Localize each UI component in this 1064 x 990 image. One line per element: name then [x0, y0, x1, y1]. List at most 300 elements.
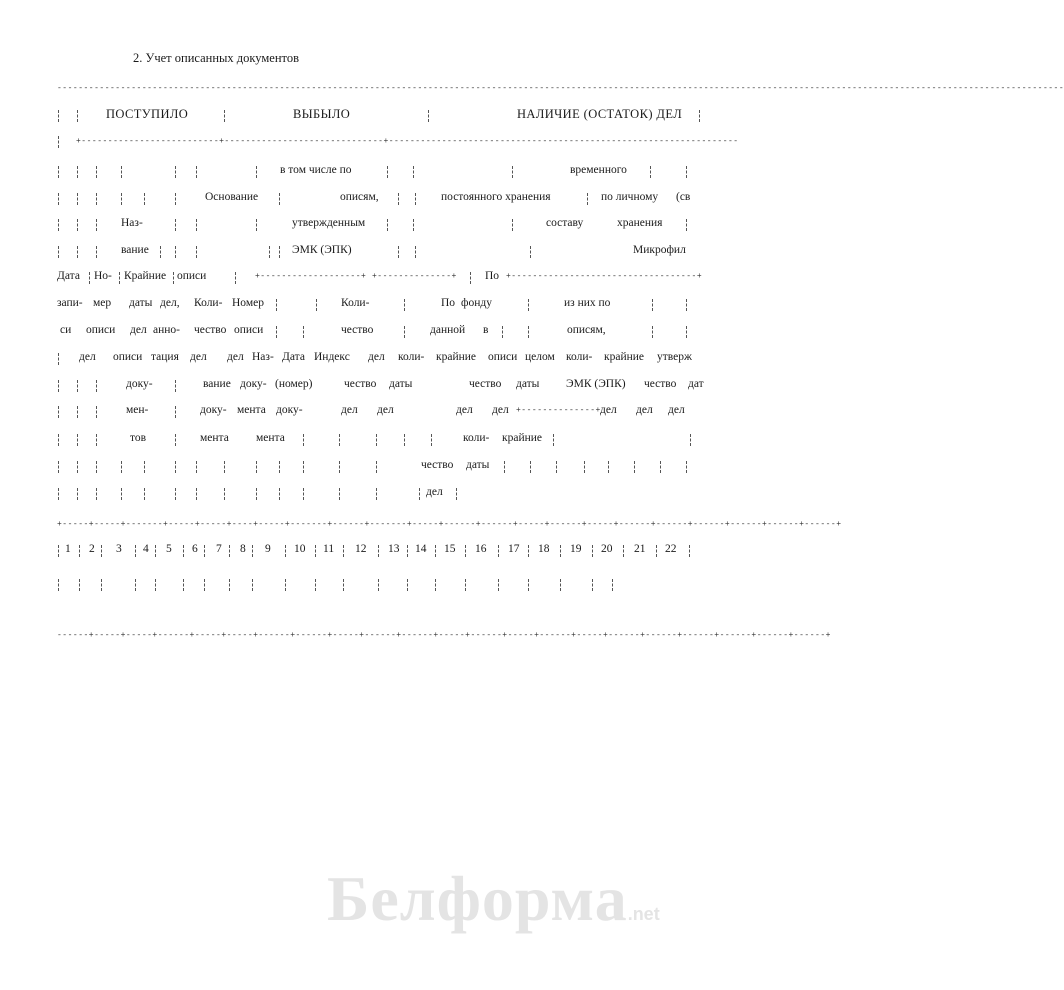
column-number: 4: [143, 543, 149, 555]
cell-divider: [183, 579, 188, 591]
hdr-r12-b: даты: [466, 459, 490, 471]
hdr-r12-a: чество: [421, 459, 454, 471]
hdr-r6-f: Номер: [232, 297, 264, 309]
hdr-r8-p: утверж: [657, 351, 692, 363]
column-number: 7: [216, 543, 222, 555]
column-number: 22: [665, 543, 677, 555]
cell-divider: [592, 545, 597, 557]
hdr-r2-c: постоянного хранения: [441, 191, 551, 203]
cell-divider: [528, 579, 533, 591]
empty-data-row: [0, 576, 700, 596]
header-row-3: [0, 216, 700, 236]
cell-divider: [652, 299, 657, 311]
watermark-text: Белформа: [327, 863, 628, 934]
hdr-r8-o: крайние: [604, 351, 645, 363]
header-received: ПОСТУПИЛО: [106, 107, 189, 121]
hdr-r8-g: Дата: [282, 351, 305, 363]
hdr-r5-rule-c: +-----------------------------------+: [506, 272, 703, 281]
cell-divider: [175, 219, 180, 231]
cell-divider: [256, 166, 261, 178]
cell-divider: [560, 545, 565, 557]
cell-divider: [252, 579, 257, 591]
cell-divider: [431, 434, 436, 446]
cell-divider: [196, 461, 201, 473]
cell-divider: [686, 219, 691, 231]
hdr-r8-a: дел: [79, 351, 96, 363]
column-number: 12: [355, 543, 367, 555]
cell-divider: [175, 246, 180, 258]
cell-divider: [58, 219, 63, 231]
hdr-r8-m: целом: [525, 351, 555, 363]
cell-divider: [276, 326, 281, 338]
hdr-r9-k: дат: [688, 378, 704, 390]
hdr-r6-d: дел,: [160, 297, 180, 309]
cell-divider: [686, 299, 691, 311]
column-number: 8: [240, 543, 246, 555]
cell-divider: [612, 579, 617, 591]
cell-divider: [96, 406, 101, 418]
hdr-r5-a: Дата: [57, 270, 80, 282]
hdr-r8-i: дел: [368, 351, 385, 363]
cell-divider: [224, 110, 229, 122]
cell-divider: [528, 299, 533, 311]
cell-divider: [303, 488, 308, 500]
header-row-7: [0, 323, 700, 343]
cell-divider: [96, 193, 101, 205]
cell-divider: [77, 193, 82, 205]
hdr-r2-e: (св: [676, 191, 691, 203]
cell-divider: [79, 579, 84, 591]
header-balance: НАЛИЧИЕ (ОСТАТОК) ДЕЛ: [517, 107, 683, 121]
hdr-r9-g: чество: [469, 378, 502, 390]
cell-divider: [79, 545, 84, 557]
hdr-r8-c: тация: [151, 351, 179, 363]
hdr-r7-a: си: [60, 324, 72, 336]
hdr-r6-c: даты: [129, 297, 153, 309]
hdr-r10-d: доку-: [276, 404, 303, 416]
column-number: 19: [570, 543, 582, 555]
hdr-r3-c: составу: [546, 217, 584, 229]
hdr-r6-i: фонду: [461, 297, 492, 309]
cell-divider: [96, 246, 101, 258]
hdr-r7-b: описи: [86, 324, 116, 336]
cell-divider: [592, 579, 597, 591]
cell-divider: [144, 193, 149, 205]
header-row-2: [0, 190, 700, 210]
cell-divider: [58, 136, 63, 148]
cell-divider: [504, 461, 509, 473]
header-row-11: [0, 431, 700, 451]
cell-divider: [303, 461, 308, 473]
cell-divider: [656, 545, 661, 557]
column-number: 2: [89, 543, 95, 555]
cell-divider: [285, 579, 290, 591]
cell-divider: [528, 326, 533, 338]
cell-divider: [121, 488, 126, 500]
cell-divider: [96, 488, 101, 500]
column-number: 11: [323, 543, 335, 555]
cell-divider: [689, 545, 694, 557]
cell-divider: [587, 193, 592, 205]
cell-divider: [58, 406, 63, 418]
header-row-12: [0, 458, 700, 478]
hdr-r8-k: крайние: [436, 351, 477, 363]
cell-divider: [435, 579, 440, 591]
column-number: 18: [538, 543, 550, 555]
cell-divider: [204, 579, 209, 591]
hdr-r6-b: мер: [93, 297, 112, 309]
cell-divider: [279, 246, 284, 258]
cell-divider: [175, 461, 180, 473]
cell-divider: [279, 461, 284, 473]
hdr-r1-b: временного: [570, 164, 627, 176]
cell-divider: [96, 461, 101, 473]
header-row-1: [0, 163, 700, 183]
column-number: 17: [508, 543, 520, 555]
cell-divider: [498, 545, 503, 557]
hdr-r10-a: мен-: [126, 404, 149, 416]
cell-divider: [183, 545, 188, 557]
cell-divider: [269, 246, 274, 258]
cell-divider: [58, 545, 63, 557]
cell-divider: [339, 434, 344, 446]
cell-divider: [699, 110, 704, 122]
cell-divider: [121, 166, 126, 178]
hdr-r6-h: По: [441, 297, 456, 309]
cell-divider: [96, 166, 101, 178]
cell-divider: [404, 326, 409, 338]
cell-divider: [229, 545, 234, 557]
cell-divider: [623, 545, 628, 557]
cell-divider: [553, 434, 558, 446]
cell-divider: [398, 246, 403, 258]
cell-divider: [155, 579, 160, 591]
cell-divider: [387, 219, 392, 231]
cell-divider: [407, 579, 412, 591]
hdr-r7-c: дел: [130, 324, 147, 336]
hdr-r11-b: мента: [200, 432, 229, 444]
hdr-r10-c: мента: [237, 404, 266, 416]
cell-divider: [343, 545, 348, 557]
cell-divider: [376, 488, 381, 500]
header-row-6: [0, 296, 700, 316]
cell-divider: [196, 488, 201, 500]
hdr-r7-j: описям,: [567, 324, 606, 336]
cell-divider: [512, 219, 517, 231]
hdr-r11-d: коли-: [463, 432, 490, 444]
cell-divider: [686, 461, 691, 473]
cell-divider: [58, 246, 63, 258]
column-number: 21: [634, 543, 646, 555]
cell-divider: [652, 326, 657, 338]
cell-divider: [58, 579, 63, 591]
cell-divider: [196, 246, 201, 258]
hdr-r9-j: чество: [644, 378, 677, 390]
cell-divider: [96, 380, 101, 392]
cell-divider: [415, 246, 420, 258]
header-row-5: [0, 269, 703, 289]
sub-rule: +--------------------------+------------------------------+------------------------------------------------------------------: [76, 137, 739, 146]
cell-divider: [77, 246, 82, 258]
hdr-r7-i: в: [483, 324, 489, 336]
hdr-r11-c: мента: [256, 432, 285, 444]
hdr-r10-g: дел: [456, 404, 473, 416]
column-number: 20: [601, 543, 613, 555]
cell-divider: [175, 488, 180, 500]
cell-divider: [398, 193, 403, 205]
hdr-r7-f: описи: [234, 324, 264, 336]
hdr-r2-b: описям,: [340, 191, 379, 203]
cell-divider: [686, 326, 691, 338]
cell-divider: [77, 461, 82, 473]
cell-divider: [144, 461, 149, 473]
cell-divider: [101, 545, 106, 557]
bottom-rule: ------+-----+-----+------+-----+-----+------+------+-----+------+------+-----+------+-----+------+-----+------+------+------+------+------+------+: [57, 631, 831, 640]
sub-rule-row: [0, 133, 739, 153]
header-disposed: ВЫБЫЛО: [293, 107, 351, 121]
cell-divider: [175, 406, 180, 418]
cell-divider: [101, 579, 106, 591]
hdr-r5-b: Но-: [94, 270, 112, 282]
column-number: 5: [166, 543, 172, 555]
cell-divider: [135, 579, 140, 591]
hdr-r7-g: чество: [341, 324, 374, 336]
hdr-r8-e: дел: [227, 351, 244, 363]
cell-divider: [77, 488, 82, 500]
cell-divider: [58, 110, 63, 122]
cell-divider: [77, 380, 82, 392]
hdr-r9-e: чество: [344, 378, 377, 390]
cell-divider: [690, 434, 695, 446]
cell-divider: [560, 579, 565, 591]
hdr-r7-h: данной: [430, 324, 466, 336]
cell-divider: [58, 488, 63, 500]
cell-divider: [339, 488, 344, 500]
cell-divider: [235, 272, 240, 284]
cell-divider: [376, 434, 381, 446]
hdr-r3-d: хранения: [617, 217, 663, 229]
group-header-row: [0, 107, 700, 127]
cell-divider: [96, 219, 101, 231]
cell-divider: [498, 579, 503, 591]
cell-divider: [96, 434, 101, 446]
cell-divider: [77, 219, 82, 231]
cell-divider: [175, 380, 180, 392]
cell-divider: [376, 461, 381, 473]
cell-divider: [530, 461, 535, 473]
cell-divider: [175, 193, 180, 205]
hdr-r8-f: Наз-: [252, 351, 274, 363]
cell-divider: [435, 545, 440, 557]
cell-divider: [135, 545, 140, 557]
cell-divider: [224, 461, 229, 473]
cell-divider: [121, 193, 126, 205]
cell-divider: [77, 166, 82, 178]
cell-divider: [465, 545, 470, 557]
column-number: 1: [65, 543, 71, 555]
cell-divider: [404, 299, 409, 311]
hdr-r6-e: Коли-: [194, 297, 223, 309]
cell-divider: [175, 434, 180, 446]
cell-divider: [415, 193, 420, 205]
cell-divider: [279, 488, 284, 500]
column-number: 15: [444, 543, 456, 555]
cell-divider: [256, 219, 261, 231]
cell-divider: [528, 545, 533, 557]
cell-divider: [530, 246, 535, 258]
cell-divider: [465, 579, 470, 591]
hdr-r7-d: анно-: [153, 324, 180, 336]
cell-divider: [419, 488, 424, 500]
cell-divider: [413, 166, 418, 178]
cell-divider: [387, 166, 392, 178]
cell-divider: [121, 461, 126, 473]
cell-divider: [77, 434, 82, 446]
hdr-r9-h: даты: [516, 378, 540, 390]
hdr-r7-e: чество: [194, 324, 227, 336]
cell-divider: [58, 353, 63, 365]
hdr-r3-b: утвержденным: [292, 217, 366, 229]
cell-divider: [608, 461, 613, 473]
hdr-r4-b: ЭМК (ЭПК): [292, 244, 352, 256]
hdr-r6-j: из них по: [564, 297, 611, 309]
hdr-r9-i: ЭМК (ЭПК): [566, 378, 626, 390]
hdr-r5-d: описи: [177, 270, 207, 282]
cell-divider: [404, 434, 409, 446]
cell-divider: [303, 326, 308, 338]
cell-divider: [155, 545, 160, 557]
header-row-10: [0, 403, 700, 423]
cell-divider: [224, 488, 229, 500]
hdr-r8-h: Индекс: [314, 351, 350, 363]
hdr-r4-c: Микрофил: [633, 244, 686, 256]
hdr-r10-e: дел: [341, 404, 358, 416]
cell-divider: [77, 406, 82, 418]
cell-divider: [339, 461, 344, 473]
hdr-r6-g: Коли-: [341, 297, 370, 309]
header-row-8: [0, 350, 700, 370]
hdr-r13-a: дел: [426, 486, 443, 498]
hdr-r10-f: дел: [377, 404, 394, 416]
cell-divider: [77, 110, 82, 122]
cell-divider: [378, 579, 383, 591]
cell-divider: [285, 545, 290, 557]
hdr-r2-a: Основание: [205, 191, 259, 203]
cell-divider: [407, 545, 412, 557]
hdr-r10-b: доку-: [200, 404, 227, 416]
cell-divider: [196, 219, 201, 231]
header-row-13: [0, 485, 700, 505]
header-divider-rule: +-----+-----+-------+-----+-----+----+-----+-------+------+-------+-----+------+------+-----+------+-----+------+------+------+------+------+------+: [57, 520, 842, 529]
cell-divider: [58, 461, 63, 473]
hdr-r11-a: тов: [130, 432, 147, 444]
column-number: 6: [192, 543, 198, 555]
header-row-9: [0, 377, 704, 397]
cell-divider: [428, 110, 433, 122]
cell-divider: [502, 326, 507, 338]
hdr-r5-c: Крайние: [124, 270, 167, 282]
cell-divider: [686, 166, 691, 178]
cell-divider: [303, 434, 308, 446]
hdr-r9-d: (номер): [275, 378, 313, 390]
cell-divider: [276, 299, 281, 311]
hdr-r8-b: описи: [113, 351, 143, 363]
cell-divider: [316, 299, 321, 311]
cell-divider: [256, 461, 261, 473]
hdr-r8-d: дел: [190, 351, 207, 363]
cell-divider: [58, 166, 63, 178]
cell-divider: [252, 545, 257, 557]
hdr-r10-j: дел: [600, 404, 617, 416]
hdr-r8-j: коли-: [398, 351, 425, 363]
hdr-r11-e: крайние: [502, 432, 543, 444]
column-number: 3: [116, 543, 122, 555]
top-rule: ----------------------------------------------------------------------------------------------------------------------------------------------------------------------------------------------: [57, 84, 1064, 93]
cell-divider: [470, 272, 475, 284]
hdr-r4-a: вание: [121, 244, 149, 256]
hdr-r8-l: описи: [488, 351, 518, 363]
cell-divider: [315, 545, 320, 557]
hdr-r10-h: дел: [492, 404, 509, 416]
section-heading: 2. Учет описанных документов: [133, 51, 299, 65]
cell-divider: [584, 461, 589, 473]
hdr-r9-f: даты: [389, 378, 413, 390]
hdr-r3-a: Наз-: [121, 217, 143, 229]
watermark-suffix: .net: [627, 904, 660, 924]
hdr-r10-l: дел: [668, 404, 685, 416]
cell-divider: [256, 488, 261, 500]
column-number-row: [0, 542, 700, 562]
cell-divider: [160, 246, 165, 258]
cell-divider: [144, 488, 149, 500]
hdr-r5-rule-b: +--------------+: [372, 272, 457, 281]
column-number: 9: [265, 543, 271, 555]
cell-divider: [58, 380, 63, 392]
cell-divider: [660, 461, 665, 473]
cell-divider: [413, 219, 418, 231]
hdr-r2-d: по личному: [601, 191, 659, 203]
hdr-r9-b: вание: [203, 378, 231, 390]
hdr-r1-a: в том числе по: [280, 164, 352, 176]
belforma-watermark: [327, 862, 667, 942]
cell-divider: [315, 579, 320, 591]
cell-divider: [378, 545, 383, 557]
header-row-4: [0, 243, 700, 263]
cell-divider: [650, 166, 655, 178]
cell-divider: [456, 488, 461, 500]
cell-divider: [634, 461, 639, 473]
cell-divider: [343, 579, 348, 591]
cell-divider: [196, 166, 201, 178]
column-number: 13: [388, 543, 400, 555]
cell-divider: [204, 545, 209, 557]
hdr-r5-g: По: [485, 270, 500, 282]
hdr-r10-k: дел: [636, 404, 653, 416]
column-number: 14: [415, 543, 427, 555]
hdr-r5-rule-a: +-------------------+: [255, 272, 367, 281]
hdr-r6-a: запи-: [57, 297, 83, 309]
cell-divider: [512, 166, 517, 178]
cell-divider: [279, 193, 284, 205]
hdr-r9-c: доку-: [240, 378, 267, 390]
hdr-r9-a: доку-: [126, 378, 153, 390]
column-number: 10: [294, 543, 306, 555]
hdr-r10-rule: +--------------+: [516, 406, 601, 415]
cell-divider: [175, 166, 180, 178]
cell-divider: [58, 193, 63, 205]
cell-divider: [229, 579, 234, 591]
hdr-r8-n: коли-: [566, 351, 593, 363]
